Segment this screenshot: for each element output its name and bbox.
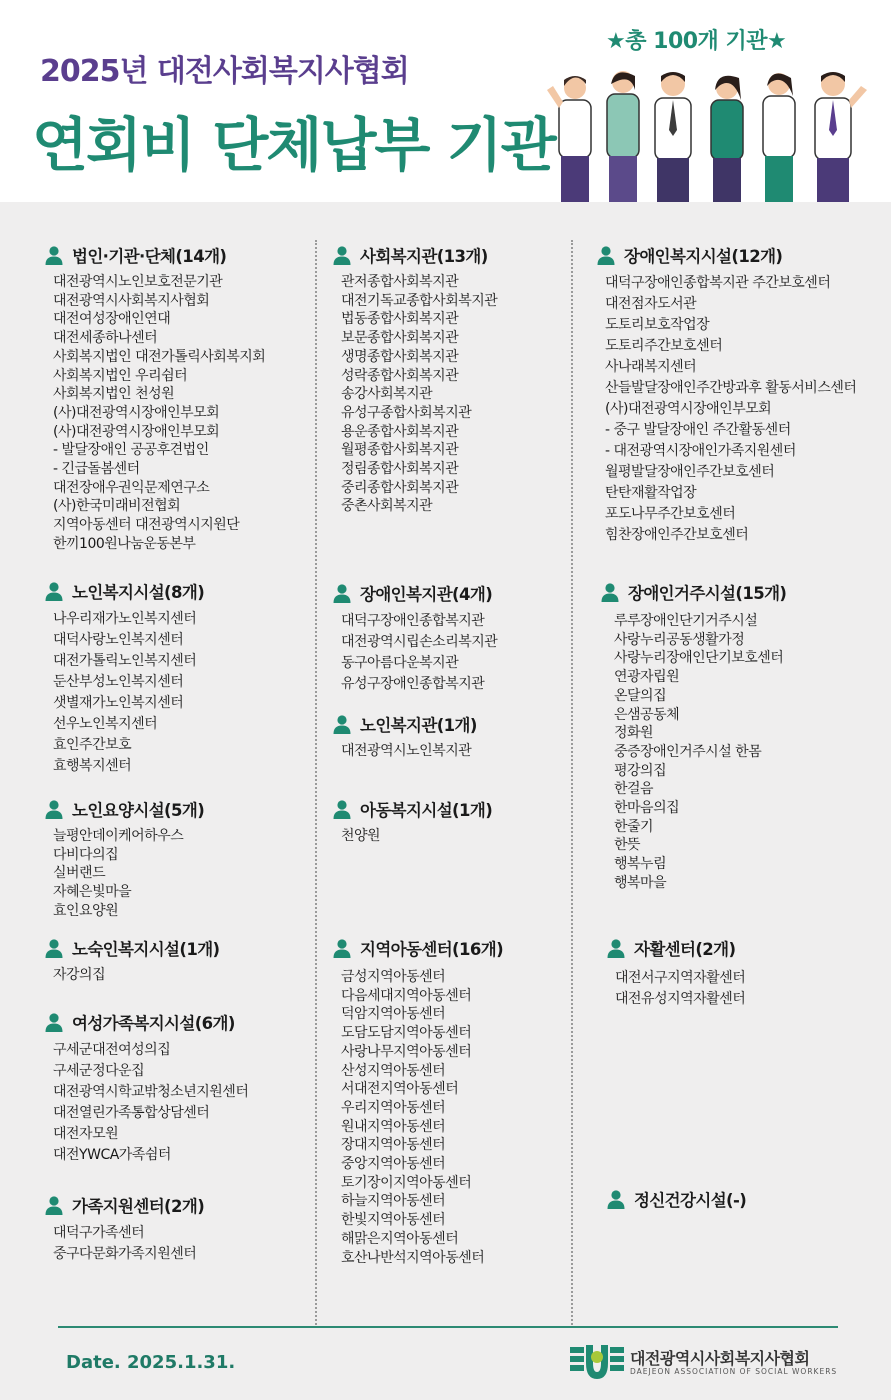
list-item: 대덕사랑노인복지센터 [53,632,184,648]
list-item: 한빛지역아동센터 [341,1212,446,1229]
section-title: 법인·기관·단체(14개) [72,247,227,266]
list-item: 대덕구장애인종합복지관 [341,613,485,629]
list-item: 포도나무주간보호센터 [605,506,736,522]
section-title: 장애인거주시설(15개) [628,584,787,603]
section-family-support [44,1193,204,1265]
list-item: 법동종합사회복지관 [341,311,459,328]
list-item: 다음세대지역아동센터 [341,987,472,1004]
list-item: 원내지역아동센터 [341,1118,446,1135]
section-title: 사회복지관(13개) [360,247,488,266]
section-list [341,611,497,695]
list-item: 힘찬장애인주간보호센터 [605,527,749,543]
section-welfare-centers [332,243,497,516]
list-item: 대전장애우권익문제연구소 [53,479,210,496]
list-item: 성락종합사회복지관 [341,367,459,384]
list-item: 대전점자도서관 [605,296,697,312]
list-item: 장대지역아동센터 [341,1137,446,1154]
list-item: 도담도담지역아동센터 [341,1025,472,1042]
section-list [615,968,745,1010]
section-title: 노인요양시설(5개) [72,801,205,820]
list-item: 월평발달장애인주간보호센터 [605,464,775,480]
list-item: 도토리주간보호센터 [605,338,723,354]
list-item: 덕암지역아동센터 [341,1006,446,1023]
list-item: 대전자모원 [53,1126,119,1142]
person-icon [44,245,64,265]
list-item: 행복마을 [614,874,667,891]
list-item: 행복누림 [614,856,667,873]
list-item: 한마음의집 [614,800,680,817]
section-list [53,1223,204,1265]
person-figure [547,76,591,202]
person-icon [44,581,64,601]
list-item: - 긴급돌봄센터 [53,461,140,478]
section-women-family [44,1010,248,1166]
section-list [53,609,204,777]
list-item: 대전광역시립손소리복지관 [341,634,498,650]
list-item: 중촌사회복지관 [341,498,433,515]
list-item: - 대전광역시장애인가족지원센터 [605,443,796,459]
list-item: 연광자립원 [614,669,680,686]
list-item: (사)대전광역시장애인부모회 [53,404,220,421]
person-figure [607,71,639,202]
section-title: 노인복지관(1개) [360,716,477,735]
section-elderly-care [44,797,204,921]
list-item: 산들발달장애인주간방과후 활동서비스센터 [605,380,857,396]
list-item: 늘평안데이케어하우스 [53,828,184,844]
list-item: 정림종합사회복지관 [341,461,459,478]
section-elderly-welfare [44,579,204,777]
association-logo-icon [570,1343,624,1381]
total-count-badge: ★총 100개 기관★ [606,29,787,54]
footer-divider [58,1326,838,1328]
list-item: 평강의집 [614,762,667,779]
list-item: 대전광역시노인복지관 [341,743,472,759]
section-list [605,273,856,546]
list-item: 대전유성지역자활센터 [615,991,746,1007]
person-figure [763,73,795,202]
list-item: 대전세종하나센터 [53,330,158,347]
list-item: 자강의집 [53,967,106,983]
person-icon [44,938,64,958]
list-item: 샛별재가노인복지센터 [53,695,184,711]
page-subtitle: 2025년 대전사회복지사협회 [40,54,409,89]
list-item: 관저종합사회복지관 [341,274,459,290]
column-divider [315,240,317,1325]
list-item: (사)대전광역시장애인부모회 [605,401,772,417]
section-community-child [332,936,503,1267]
person-icon [606,938,626,958]
list-item: 구세군대전여성의집 [53,1042,171,1058]
person-icon [606,1189,626,1209]
section-title: 정신건강시설(-) [634,1191,747,1210]
association-name: 대전광역시사회복지사협회 [630,1349,810,1368]
list-item: 사랑나무지역아동센터 [341,1043,472,1060]
section-list [614,612,786,893]
people-illustration [545,60,885,202]
person-icon [332,714,352,734]
section-homeless [44,936,219,985]
section-list [341,968,503,1267]
list-item: 한끼100원나눔운동본부 [53,535,196,552]
section-mental-health [606,1187,746,1217]
list-item: 도토리보호작업장 [605,317,710,333]
section-title: 여성가족복지시설(6개) [72,1014,235,1033]
section-disability-centers [332,581,497,695]
list-item: 용운종합사회복지관 [341,423,459,440]
list-item: 은샘공동체 [614,706,680,723]
section-list [341,827,492,846]
list-item: 한줄기 [614,818,654,835]
section-list [53,966,219,985]
section-corporations [44,243,265,554]
list-item: 효인요양원 [53,902,119,919]
list-item: 대전YWCA가족쉼터 [53,1147,171,1163]
section-title: 지역아동센터(16개) [360,940,504,959]
list-item: 정화원 [614,725,654,742]
list-item: 월평종합사회복지관 [341,442,459,459]
list-item: 하늘지역아동센터 [341,1193,446,1210]
person-icon [332,799,352,819]
list-item: 중앙지역아동센터 [341,1156,446,1173]
list-item: 금성지역아동센터 [341,969,446,985]
list-item: 송강사회복지관 [341,386,433,403]
person-icon [332,583,352,603]
person-icon [44,1012,64,1032]
list-item: 동구아름다운복지관 [341,655,459,671]
list-item: 우리지역아동센터 [341,1099,446,1116]
page-title: 연회비 단체납부 기관 [32,111,555,179]
list-item: 호산나반석지역아동센터 [341,1249,485,1266]
list-item: 둔산부성노인복지센터 [53,674,184,690]
list-item: 대전서구지역자활센터 [615,970,746,986]
section-disability-residence [600,580,786,893]
section-title: 노인복지시설(8개) [72,583,205,602]
list-item: - 중구 발달장애인 주간활동센터 [605,422,791,438]
list-item: 대전광역시노인보호전문기관 [53,274,223,290]
list-item: 사회복지법인 우리쉼터 [53,367,188,384]
list-item: 사나래복지센터 [605,359,697,375]
list-item: 보문종합사회복지관 [341,330,459,347]
list-item: 선우노인복지센터 [53,716,158,732]
list-item: 대덕구가족센터 [53,1225,145,1241]
person-icon [332,245,352,265]
section-title: 노숙인복지시설(1개) [72,940,220,959]
list-item: 천양원 [341,828,381,844]
list-item: 토기장이지역아동센터 [341,1174,472,1191]
list-item: 자혜은빛마을 [53,884,132,901]
section-title: 자활센터(2개) [634,940,736,959]
list-item: 한걸음 [614,781,654,798]
list-item: (사)대전광역시장애인부모회 [53,423,220,440]
person-figure [711,76,743,202]
list-item: 효행복지센터 [53,758,132,774]
list-item: 지역아동센터 대전광역시지원단 [53,517,240,534]
date-label: Date. 2025.1.31. [66,1352,236,1373]
list-item: 유성구장애인종합복지관 [341,676,485,692]
list-item: 대전가톨릭노인복지센터 [53,653,197,669]
person-figure [655,72,691,202]
section-list [341,742,477,761]
section-child-welfare [332,797,492,846]
section-list [341,273,497,516]
list-item: 사랑누리장애인단기보호센터 [614,650,784,667]
list-item: 대전기독교종합사회복지관 [341,292,498,309]
list-item: 나우리재가노인복지센터 [53,611,197,627]
list-item: 중구다문화가족지원센터 [53,1246,197,1262]
list-item: (사)한국미래비전협회 [53,498,181,515]
list-item: 구세군정다운집 [53,1063,145,1079]
list-item: 생명종합사회복지관 [341,348,459,365]
section-list [53,1040,248,1166]
list-item: 중증장애인거주시설 한몸 [614,743,762,760]
section-elderly-centers [332,712,477,761]
section-title: 장애인복지시설(12개) [624,247,783,266]
column-divider [571,240,573,1325]
person-icon [332,938,352,958]
person-icon [44,1195,64,1215]
list-item: 탄탄재활작업장 [605,485,697,501]
list-item: 대전열린가족통합상담센터 [53,1105,210,1121]
section-self-support [606,936,745,1010]
list-item: 대전광역시사회복지사협회 [53,292,210,309]
list-item: 사회복지법인 천성원 [53,386,175,403]
person-icon [596,245,616,265]
list-item: 해맑은지역아동센터 [341,1230,459,1247]
section-title: 가족지원센터(2개) [72,1197,205,1216]
list-item: 한뜻 [614,837,641,854]
list-item: 효인주간보호 [53,737,132,753]
association-logo [570,1343,840,1383]
list-item: 사회복지법인 대전가톨릭사회복지회 [53,348,266,365]
section-title: 장애인복지관(4개) [360,585,493,604]
person-figure [815,72,867,202]
association-name-en: DAEJEON ASSOCIATION OF SOCIAL WORKERS [630,1367,838,1376]
list-item: 서대전지역아동센터 [341,1081,459,1098]
person-icon [600,582,620,602]
section-list [53,273,265,554]
person-icon [44,799,64,819]
list-item: 루루장애인단기거주시설 [614,613,758,629]
section-disability-facilities [596,243,856,546]
header [0,0,891,202]
list-item: 대전광역시학교밖청소년지원센터 [53,1084,249,1100]
list-item: 산성지역아동센터 [341,1062,446,1079]
section-list [53,827,204,921]
list-item: 대전여성장애인연대 [53,311,171,328]
list-item: 사랑누리공동생활가정 [614,631,745,648]
list-item: - 발달장애인 공공후견법인 [53,442,209,459]
list-item: 다비다의집 [53,846,119,863]
section-title: 아동복지시설(1개) [360,801,493,820]
list-item: 중리종합사회복지관 [341,479,459,496]
list-item: 유성구종합사회복지관 [341,404,472,421]
list-item: 온달의집 [614,687,667,704]
list-item: 대덕구장애인종합복지관 주간보호센터 [605,275,831,291]
list-item: 실버랜드 [53,865,106,882]
